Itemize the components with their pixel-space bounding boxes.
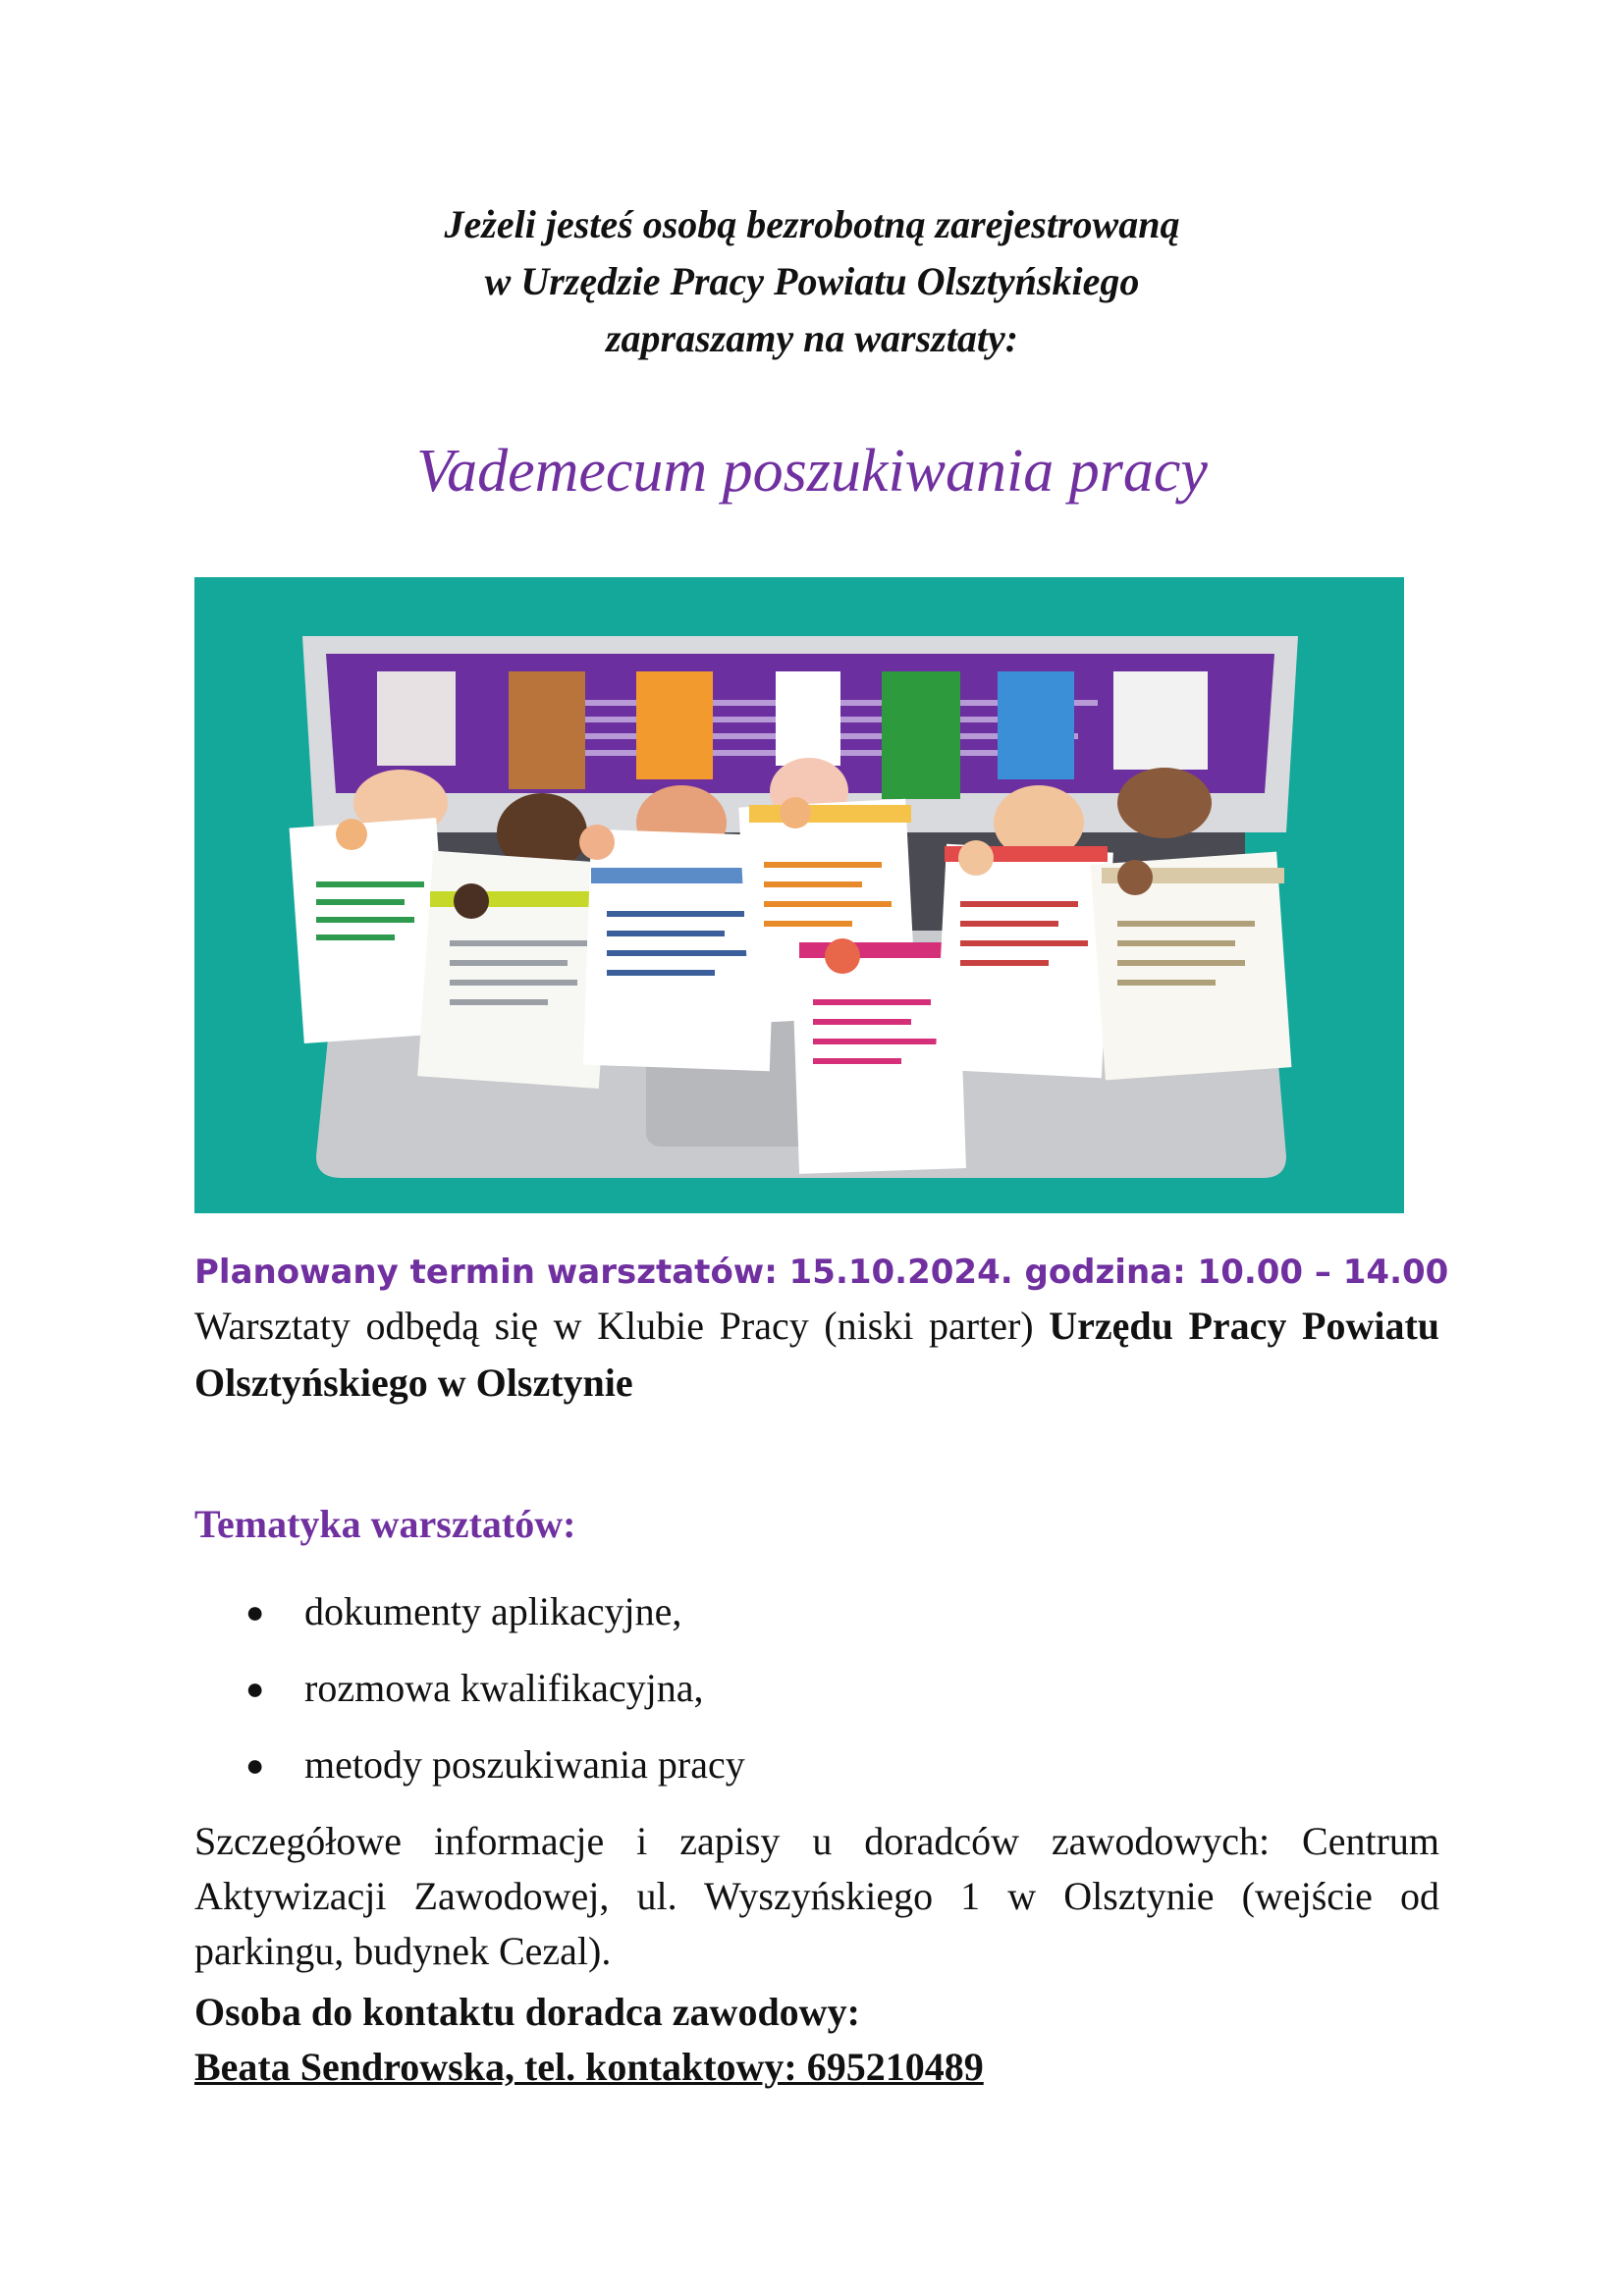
- contact-label: Osoba do kontaktu doradca zawodowy:: [194, 1990, 860, 2034]
- details-paragraph: Szczegółowe informacje i zapisy u doradców zawodowych: Centrum Aktywizacji Zawodowej, ul. Wyszyńskiego 1 w Olsztynie (wejście od parkingu, budynek Cezal).: [194, 1819, 1439, 1973]
- workshop-schedule: Planowany termin warsztatów: 15.10.2024. godzina: 10.00 – 14.00: [194, 1253, 1449, 1292]
- bullet-icon: ●: [245, 1671, 265, 1706]
- topics-list: [245, 1584, 745, 1814]
- laptop-with-cv-documents-illustration: [194, 577, 1404, 1213]
- list-item: [245, 1661, 745, 1716]
- venue-institution: Urzędu Pracy Powiatu Olsztyńskiego w Olsztynie: [194, 1304, 1440, 1405]
- contact-person: Beata Sendrowska, tel. kontaktowy: 695210489: [194, 2045, 984, 2089]
- bullet-icon: ●: [245, 1594, 265, 1629]
- arm-5: [882, 671, 960, 799]
- arm-2: [509, 671, 585, 789]
- cv-document-6: [935, 840, 1113, 1078]
- topic-label: rozmowa kwalifikacyjna,: [304, 1666, 704, 1710]
- arm-3: [636, 671, 713, 779]
- intro-line-3: zapraszamy na warsztaty:: [605, 316, 1019, 360]
- topic-label: dokumenty aplikacyjne,: [304, 1589, 682, 1633]
- bullet-icon: ●: [245, 1747, 265, 1783]
- cv-document-7: [1091, 852, 1292, 1081]
- arm-4: [776, 671, 840, 766]
- topic-label: metody poszukiwania pracy: [304, 1742, 745, 1787]
- list-item: [245, 1737, 745, 1792]
- arm-7: [1113, 671, 1208, 770]
- intro-text: [0, 196, 1624, 367]
- workshop-title: Vademecum poszukiwania pracy: [416, 438, 1208, 505]
- intro-line-2: w Urzędzie Pracy Powiatu Olsztyńskiego: [484, 259, 1140, 303]
- workshop-venue: [194, 1298, 1439, 1412]
- intro-line-1: Jeżeli jesteś osobą bezrobotną zarejestrowaną: [444, 202, 1180, 246]
- list-item: [245, 1584, 745, 1639]
- arm-1: [377, 671, 456, 766]
- venue-text: Warsztaty odbędą się w Klubie Pracy (niski parter): [194, 1304, 1034, 1348]
- arm-6: [998, 671, 1074, 779]
- topics-heading: Tematyka warsztatów:: [194, 1502, 576, 1546]
